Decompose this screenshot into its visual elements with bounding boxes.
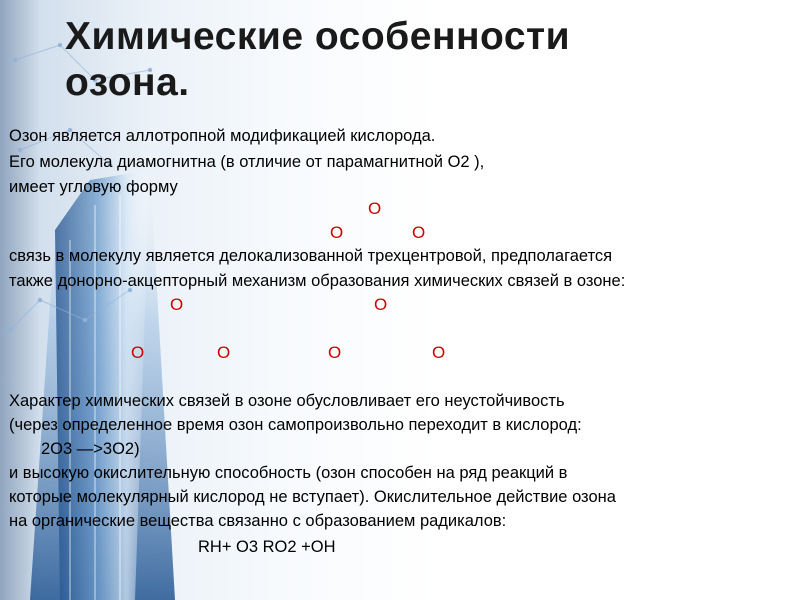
ozone-atom-right: O (412, 223, 426, 242)
text-line: на органические вещества связанно с образованием радикалов: (9, 512, 507, 530)
text-line: (через определенное время озон самопроизвольно переходит в кислород: (9, 416, 582, 434)
resonance-atom-bottom-3: O (328, 343, 342, 362)
text-line: Озон является аллотропной модификацией кислорода. (9, 127, 436, 145)
text-line: Его молекула диамогнитна (в отличие от парамагнитной О2 ), (9, 153, 485, 171)
resonance-atom-top-left: O (170, 295, 184, 314)
text-line: связь в молекулу является делокализованной трехцентровой, предполагается (9, 247, 613, 265)
resonance-atom-top-right: O (374, 295, 388, 314)
resonance-atom-bottom-4: O (432, 343, 446, 362)
title-line-2: озона. (65, 61, 190, 104)
text-line: Характер химических связей в озоне обусловливает его неустойчивость (9, 392, 565, 410)
text-line: и высокую окислительную способность (озон способен на ряд реакций в (9, 464, 568, 482)
ozone-atom-left: O (330, 223, 344, 242)
text-line: также донорно-акцепторный механизм образования химических связей в озоне: (9, 272, 626, 290)
resonance-atom-bottom-1: O (131, 343, 145, 362)
text-line: которые молекулярный кислород не вступает). Окислительное действие озона (9, 488, 616, 506)
title-line-1: Химические особенности (65, 15, 571, 58)
equation-radicals: RH+ O3 RO2 +OH (198, 538, 336, 556)
text-line: имеет угловую форму (9, 178, 178, 196)
equation-decomposition: 2O3 —>3O2) (41, 440, 140, 458)
resonance-atom-bottom-2: O (217, 343, 231, 362)
ozone-atom-top: O (368, 199, 382, 218)
slide-title (65, 14, 765, 106)
